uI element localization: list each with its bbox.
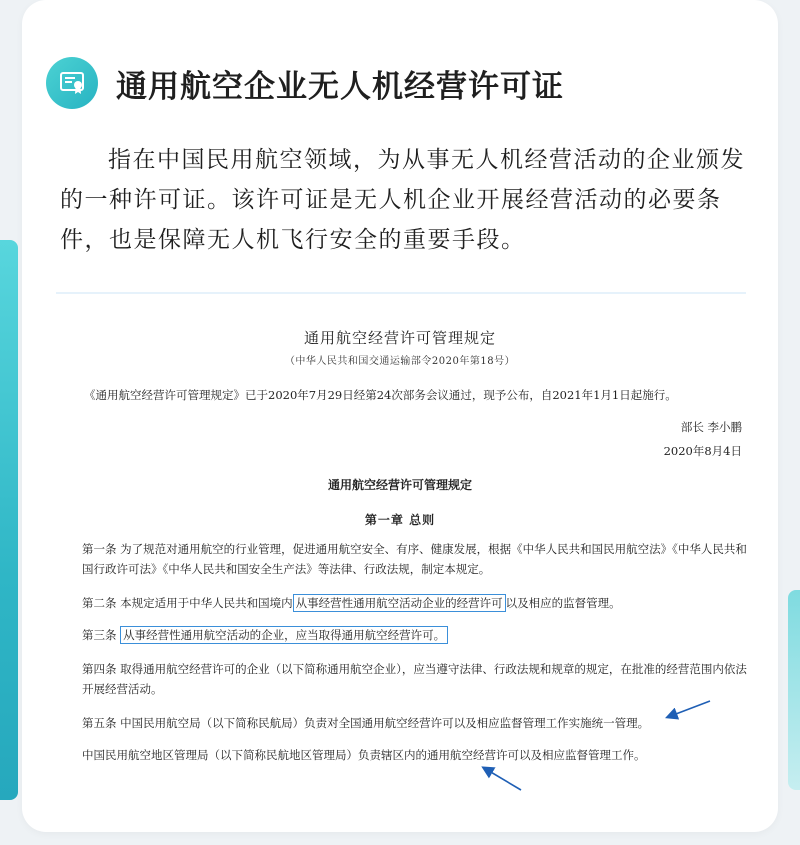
annotation-arrows xyxy=(22,0,778,832)
document-title: 通用航空经营许可管理规定 xyxy=(303,329,496,347)
article-5-text: 第五条 中国民用航空局（以下简称民航局）负责对全国通用航空经营许可以及相应监督管理工作实施统一管理。 xyxy=(82,716,650,730)
description-text: 指在中国民用航空领域，为从事无人机经营活动的企业颁发的一种许可证。该许可证是无人机企业开展经营活动的必要条件，也是保障无人机飞行安全的重要手段。 xyxy=(60,147,745,253)
content-card xyxy=(22,0,778,832)
article-4-text: 第四条 取得通用航空经营许可的企业（以下简称通用航空企业），应当遵守法律、行政法规和规章的规定，在批准的经营范围内依法开展经营活动。 xyxy=(82,662,747,696)
article-2-prefix: 第二条 本规定适用于中华人民共和国境内 xyxy=(82,596,293,610)
document-signature: 部长 李小鹏 xyxy=(680,420,742,434)
article-1-text: 第一条 为了规范对通用航空的行业管理，促进通用航空安全、有序、健康发展，根据《中华人民共和国民用航空法》《中华人民共和国行政许可法》《中华人民共和国安全生产法》等法律、行政法规，制定本规定。 xyxy=(82,542,747,576)
article-5-continued-text: 中国民用航空地区管理局（以下简称民航地区管理局）负责辖区内的通用航空经营许可以及相应监督管理工作。 xyxy=(82,748,646,762)
right-decor-strip xyxy=(788,590,800,790)
chapter-heading: 第一章 总则 xyxy=(364,513,436,527)
arrow-to-article-5-continued xyxy=(484,768,521,790)
page-title: 通用航空企业无人机经营许可证 xyxy=(116,68,564,105)
left-decor-strip xyxy=(0,240,18,800)
arrow-to-article-5 xyxy=(668,701,710,717)
article-3-highlight: 从事经营性通用航空活动的企业，应当取得通用航空经营许可。 xyxy=(120,626,448,644)
regulation-title: 通用航空经营许可管理规定 xyxy=(327,478,472,492)
article-2-highlight: 从事经营性通用航空活动企业的经营许可 xyxy=(293,594,506,612)
document-intro: 《通用航空经营许可管理规定》已于2020年7月29日经第24次部务会议通过，现予公布，自2021年1月1日起施行。 xyxy=(84,388,677,402)
article-2-suffix: 以及相应的监督管理。 xyxy=(505,596,621,610)
document-subtitle: （中华人民共和国交通运输部令2020年第18号） xyxy=(284,356,516,367)
document-date: 2020年8月4日 xyxy=(663,444,742,458)
article-3-prefix: 第三条 xyxy=(82,628,121,642)
